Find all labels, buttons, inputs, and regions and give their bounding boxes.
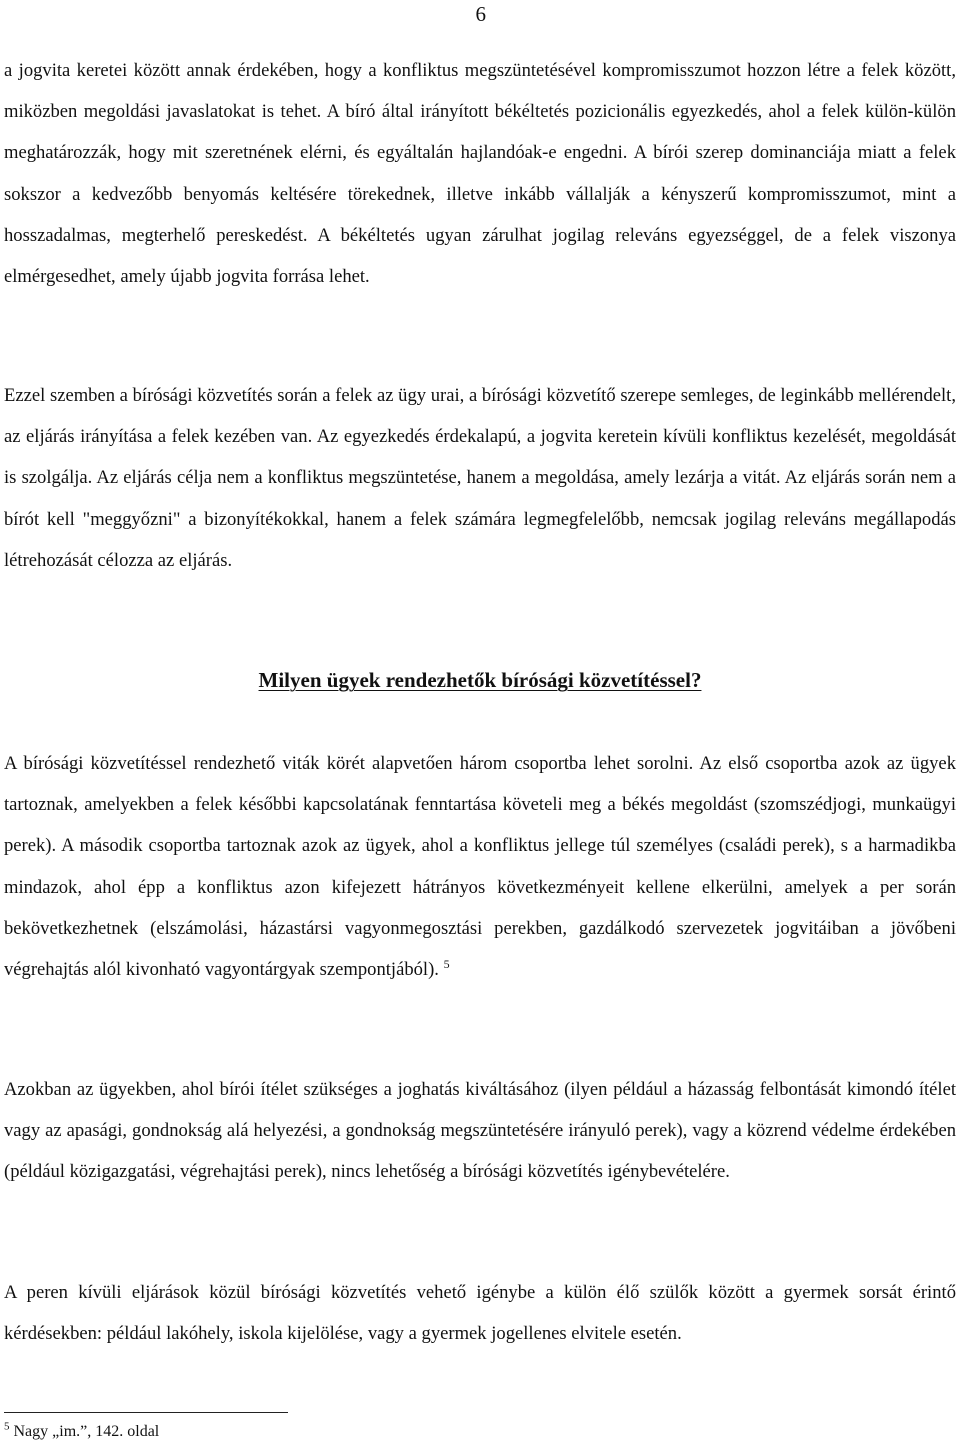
paragraph-2: Ezzel szemben a bírósági közvetítés során a felek az ügy urai, a bírósági közvetítő szerepe semleges, de leginkább mellérendelt, az eljárás irányítása a felek kezében van. Az egyezkedés érdekalapú, a jogvita keretein kívüli konfliktus kezelését, megoldását is szolgálja. Az eljárás célja nem a konfliktus megszüntetése, hanem a megoldása, amely lezárja a vitát. Az eljárás során nem a bírót kell "meggyőzni" a bizonyítékokkal, hanem a felek számára legmegfelelőbb, nemcsak jogilag releváns megállapodás létrehozását célozza az eljárás. <box>4 385 956 571</box>
paragraph-5: A peren kívüli eljárások közül bírósági közvetítés vehető igénybe a külön élő szülők között a gyermek sorsát érintő kérdésekben: például lakóhely, iskola kijelölése, vagy a gyermek jogellenes elvitele esetén. <box>4 1282 956 1345</box>
footnote-text: Nagy „im.”, 142. oldal <box>13 1423 160 1440</box>
section-heading <box>0 660 960 700</box>
paragraph-3 <box>4 743 956 990</box>
section-heading-text: Milyen ügyek rendezhetők bírósági közvetítéssel? <box>258 668 702 692</box>
paragraph-4: Azokban az ügyekben, ahol bírói ítélet szükséges a joghatás kiváltásához (ilyen például a házasság felbontását kimondó ítélet vagy az apasági, gondnokság alá helyezési, a gondnokság megszüntetésére irányuló perek), vagy a közrend védelme érdekében (például közigazgatási, végrehajtási perek), nincs lehetőség a bírósági közvetítés igénybevételére. <box>4 1079 956 1183</box>
footnote-number: 5 <box>4 1420 10 1433</box>
page-number: 6 <box>475 2 486 26</box>
paragraph-3-text: A bírósági közvetítéssel rendezhető viták körét alapvetően három csoportba lehet sorolni. Az első csoportba azok az ügyek tartoznak, amelyekben a felek későbbi kapcsolatának fenntartása követeli meg a békés megoldást (szomszédjogi, munkaügyi perek). A második csoportba tartoznak azok az ügyek, ahol a konfliktus jellege túl személyes (családi perek), s a harmadikba mindazok, ahol épp a konfliktus azon kifejezett hátrányos következményeit kellene elkerülni, amelyek a per során bekövetkezhetnek (elszámolási, házastársi vagyonmegosztási perekben, gazdálkodó szervezetek jogvitáiban a jövőbeni végrehajtás alól kivonható vagyontárgyak szempontjából). <box>4 753 956 981</box>
footnote-reference[interactable]: 5 <box>443 956 450 971</box>
footnote-divider <box>4 1412 288 1413</box>
footnote <box>4 1422 159 1442</box>
paragraph-1: a jogvita keretei között annak érdekében, hogy a konfliktus megszüntetésével kompromisszumot hozzon létre a felek között, miközben megoldási javaslatokat is tehet. A bíró által irányított békéltetés pozicionális egyezkedés, ahol a felek külön-külön meghatározzák, hogy mit szeretnének elérni, és egyáltalán hajlandóak-e engedni. A bírói szerep dominanciája miatt a felek sokszor a kedvezőbb benyomás keltésére törekednek, illetve inkább vállalják a kényszerű kompromisszumot, mint a hosszadalmas, megterhelő pereskedést. A békéltetés ugyan zárulhat jogilag releváns egyezséggel, de a felek viszonya elmérgesedhet, amely újabb jogvita forrása lehet. <box>4 60 956 288</box>
